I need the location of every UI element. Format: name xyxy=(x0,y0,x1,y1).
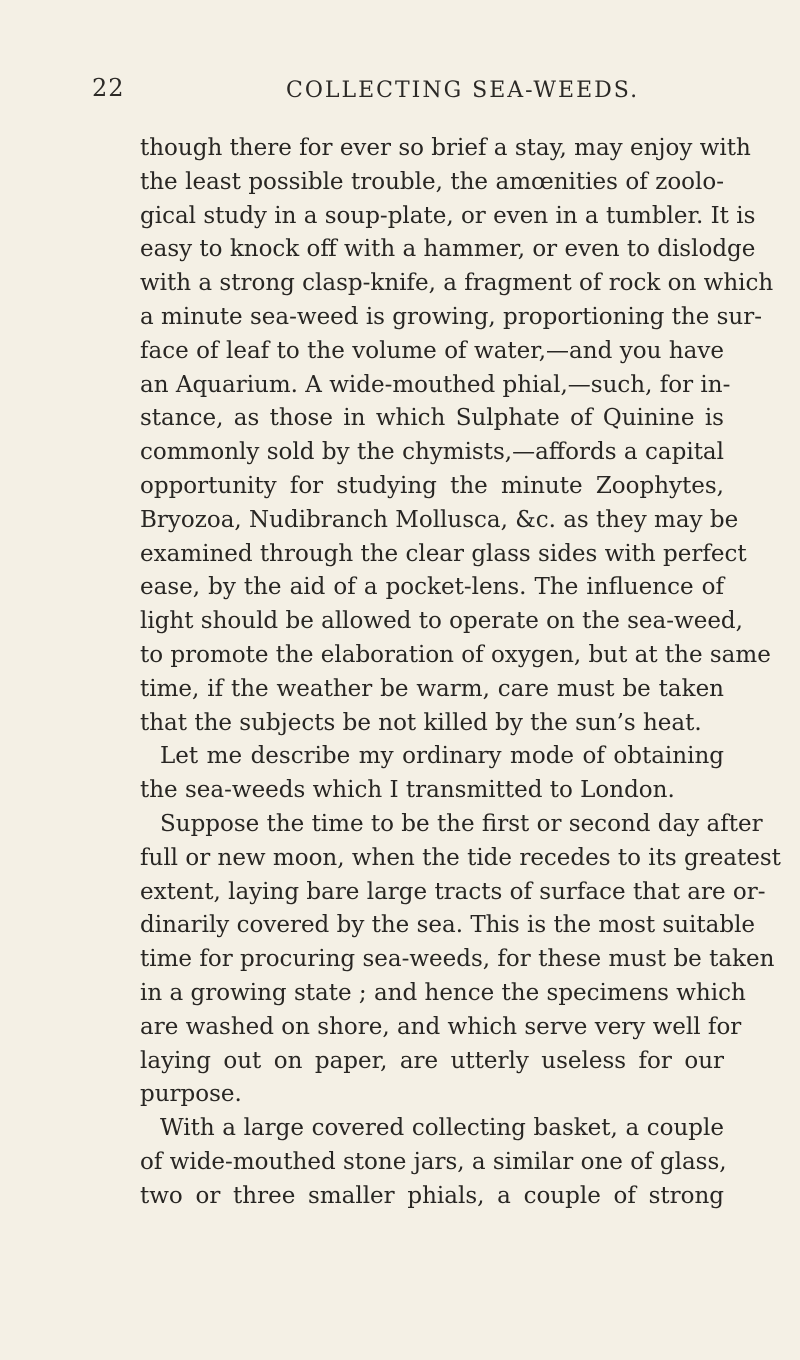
text-line: time for procuring sea-weeds, for these must be taken xyxy=(140,946,775,973)
text-line: the least possible trouble, the amœnities of zoolo- xyxy=(140,168,724,195)
text-line: are washed on shore, and which serve very well for xyxy=(140,1013,742,1040)
text-line: examined through the clear glass sides with perfect xyxy=(140,540,747,567)
text-line: two or three smaller phials, a couple of strong xyxy=(140,1182,724,1209)
text-line: Let me describe my ordinary mode of obtaining xyxy=(160,743,724,770)
text-line: opportunity for studying the minute Zoophytes, xyxy=(140,472,724,499)
text-line: Bryozoa, Nudibranch Mollusca, &c. as they may be xyxy=(140,506,739,533)
text-line: to promote the elaboration of oxygen, but at the same xyxy=(140,641,771,668)
text-line: commonly sold by the chymists,—affords a capital xyxy=(140,439,724,466)
text-line: easy to knock off with a hammer, or even to dislodge xyxy=(140,236,756,263)
text-line: that the subjects be not killed by the sun’s heat. xyxy=(140,709,702,736)
text-line: light should be allowed to operate on the sea-weed, xyxy=(140,608,743,635)
text-line: a minute sea-weed is growing, proportioning the sur- xyxy=(140,303,763,330)
text-line: of wide-mouthed stone jars, a similar one of glass, xyxy=(140,1148,727,1175)
text-line: in a growing state ; and hence the specimens which xyxy=(140,979,746,1006)
text-line: though there for ever so brief a stay, may enjoy with xyxy=(140,135,751,161)
running-head: COLLECTING SEA-WEEDS. xyxy=(286,78,640,103)
text-line: laying out on paper, are utterly useless for our xyxy=(140,1047,724,1074)
body-text xyxy=(140,132,781,1214)
text-line: extent, laying bare large tracts of surface that are or- xyxy=(140,878,766,905)
text-line: face of leaf to the volume of water,—and you have xyxy=(140,337,724,364)
text-line: full or new moon, when the tide recedes to its greatest xyxy=(140,844,781,871)
text-line: with a strong clasp-knife, a fragment of rock on which xyxy=(140,270,774,297)
page-number: 22 xyxy=(92,74,125,102)
text-line: With a large covered collecting basket, a couple xyxy=(160,1115,724,1142)
text-line: purpose. xyxy=(140,1081,242,1108)
text-line: stance, as those in which Sulphate of Quinine is xyxy=(140,405,724,432)
text-line: Suppose the time to be the first or second day after xyxy=(160,810,763,837)
text-line: dinarily covered by the sea. This is the most suitable xyxy=(140,912,756,939)
text-line: ease, by the aid of a pocket-lens. The influence of xyxy=(140,574,724,601)
text-line: the sea-weeds which I transmitted to London. xyxy=(140,777,675,804)
text-line: gical study in a soup-plate, or even in a tumbler. It is xyxy=(140,202,756,229)
text-line: an Aquarium. A wide-mouthed phial,—such, for in- xyxy=(140,371,731,398)
text-line: time, if the weather be warm, care must be taken xyxy=(140,675,724,702)
page-header xyxy=(0,74,800,114)
